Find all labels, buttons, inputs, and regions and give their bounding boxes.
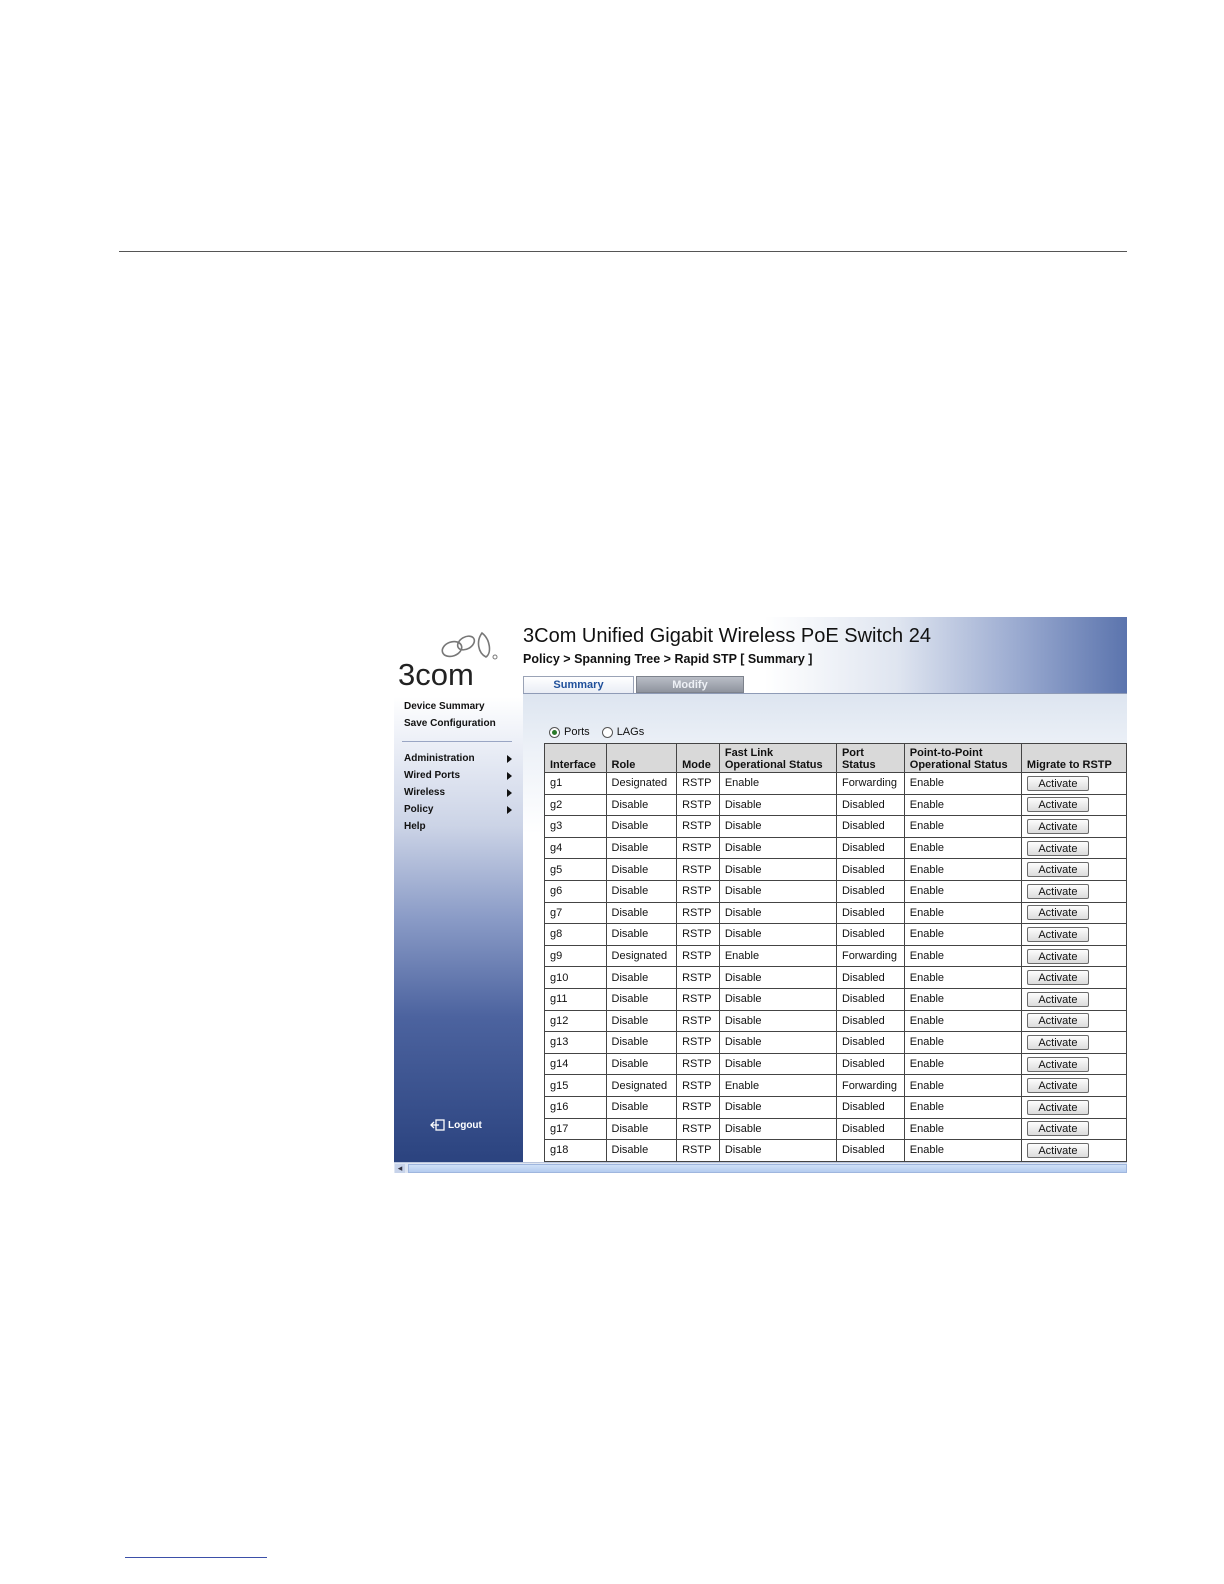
table-row [545, 880, 1127, 902]
cell-point-to-point-status: Enable [904, 1032, 1021, 1054]
cell-mode: RSTP [677, 1075, 720, 1097]
lags-radio[interactable] [602, 727, 613, 738]
sidebar-item-wired-ports[interactable] [404, 770, 512, 781]
activate-button[interactable]: Activate [1027, 1013, 1089, 1028]
logo-text: 3com [398, 657, 474, 692]
scrollbar-thumb[interactable] [408, 1164, 1127, 1173]
cell-mode: RSTP [677, 988, 720, 1010]
cell-interface: g17 [545, 1118, 607, 1140]
sidebar-item-policy[interactable] [404, 804, 512, 815]
table-row [545, 902, 1127, 924]
3com-logo-icon [396, 627, 506, 692]
triangle-right-icon [507, 789, 512, 797]
table-row [545, 1096, 1127, 1118]
cell-mode: RSTP [677, 1010, 720, 1032]
table-header-row [545, 744, 1127, 773]
cell-point-to-point-status: Enable [904, 1053, 1021, 1075]
sidebar-item-label: Wired Ports [404, 770, 461, 781]
cell-mode: RSTP [677, 902, 720, 924]
table-row [545, 1010, 1127, 1032]
cell-fast-link-status: Disable [719, 1140, 836, 1162]
cell-interface: g3 [545, 816, 607, 838]
cell-migrate [1021, 816, 1126, 838]
cell-point-to-point-status: Enable [904, 1096, 1021, 1118]
cell-interface: g6 [545, 880, 607, 902]
cell-role: Disable [606, 902, 677, 924]
cell-mode: RSTP [677, 924, 720, 946]
cell-interface: g10 [545, 967, 607, 989]
activate-button[interactable]: Activate [1027, 841, 1089, 856]
cell-role: Disable [606, 988, 677, 1010]
cell-point-to-point-status: Enable [904, 945, 1021, 967]
cell-interface: g8 [545, 924, 607, 946]
cell-port-status: Disabled [836, 816, 904, 838]
cell-fast-link-status: Disable [719, 924, 836, 946]
cell-port-status: Disabled [836, 1118, 904, 1140]
activate-button[interactable]: Activate [1027, 776, 1089, 791]
activate-button[interactable]: Activate [1027, 1035, 1089, 1050]
cell-fast-link-status: Disable [719, 794, 836, 816]
cell-role: Disable [606, 1032, 677, 1054]
cell-mode: RSTP [677, 773, 720, 795]
column-header-interface: Interface [545, 744, 607, 773]
breadcrumb: Policy > Spanning Tree > Rapid STP [ Summary ] [523, 652, 813, 666]
cell-point-to-point-status: Enable [904, 1010, 1021, 1032]
cell-mode: RSTP [677, 1118, 720, 1140]
cell-interface: g7 [545, 902, 607, 924]
cell-fast-link-status: Disable [719, 1096, 836, 1118]
cell-migrate [1021, 880, 1126, 902]
cell-mode: RSTP [677, 859, 720, 881]
sidebar-item-label: Help [404, 821, 426, 832]
table-row [545, 1118, 1127, 1140]
lags-radio-label: LAGs [616, 726, 645, 738]
cell-migrate [1021, 1096, 1126, 1118]
ports-radio-label: Ports [564, 726, 590, 738]
cell-role: Disable [606, 1053, 677, 1075]
sidebar-item-label: Policy [404, 804, 434, 815]
activate-button[interactable]: Activate [1027, 1078, 1089, 1093]
triangle-right-icon [507, 772, 512, 780]
cell-migrate [1021, 837, 1126, 859]
cell-mode: RSTP [677, 837, 720, 859]
activate-button[interactable]: Activate [1027, 1057, 1089, 1072]
rstp-summary-table [544, 743, 1127, 1162]
table-row [545, 967, 1127, 989]
cell-role: Disable [606, 794, 677, 816]
triangle-right-icon [507, 755, 512, 763]
cell-point-to-point-status: Enable [904, 837, 1021, 859]
cell-role: Disable [606, 967, 677, 989]
cell-migrate [1021, 859, 1126, 881]
main-content [523, 693, 1127, 1163]
page-top-rule [119, 251, 1127, 252]
cell-fast-link-status: Disable [719, 1010, 836, 1032]
cell-fast-link-status: Disable [719, 859, 836, 881]
activate-button[interactable]: Activate [1027, 884, 1089, 899]
column-header-port-status: Port Status [836, 744, 904, 773]
logout-icon [430, 1119, 446, 1131]
cell-point-to-point-status: Enable [904, 773, 1021, 795]
interface-type-filter [549, 726, 644, 738]
column-header-point-to-point: Point-to-Point Operational Status [904, 744, 1021, 773]
sidebar-item-label: Administration [404, 753, 475, 764]
footer-rule [125, 1557, 267, 1558]
table-row [545, 945, 1127, 967]
cell-port-status: Disabled [836, 880, 904, 902]
cell-point-to-point-status: Enable [904, 902, 1021, 924]
tab-modify[interactable]: Modify [636, 676, 744, 693]
table-row [545, 1075, 1127, 1097]
ports-radio[interactable] [549, 727, 560, 738]
table-row [545, 773, 1127, 795]
cell-interface: g18 [545, 1140, 607, 1162]
cell-fast-link-status: Disable [719, 1053, 836, 1075]
sidebar-item-wireless[interactable] [404, 787, 512, 798]
cell-point-to-point-status: Enable [904, 1140, 1021, 1162]
cell-fast-link-status: Disable [719, 1032, 836, 1054]
table-row [545, 816, 1127, 838]
activate-button[interactable]: Activate [1027, 970, 1089, 985]
table-row [545, 1053, 1127, 1075]
sidebar [394, 617, 523, 1162]
activate-button[interactable]: Activate [1027, 949, 1089, 964]
logout-button[interactable] [430, 1119, 482, 1131]
cell-mode: RSTP [677, 794, 720, 816]
cell-fast-link-status: Disable [719, 880, 836, 902]
table-row [545, 988, 1127, 1010]
cell-point-to-point-status: Enable [904, 794, 1021, 816]
cell-interface: g5 [545, 859, 607, 881]
cell-interface: g9 [545, 945, 607, 967]
logout-label: Logout [448, 1119, 482, 1131]
cell-migrate [1021, 988, 1126, 1010]
cell-port-status: Disabled [836, 902, 904, 924]
cell-port-status: Disabled [836, 1096, 904, 1118]
cell-point-to-point-status: Enable [904, 1118, 1021, 1140]
cell-point-to-point-status: Enable [904, 859, 1021, 881]
switch-web-ui [394, 617, 1127, 1173]
cell-interface: g2 [545, 794, 607, 816]
cell-role: Designated [606, 773, 677, 795]
activate-button[interactable]: Activate [1027, 862, 1089, 877]
cell-mode: RSTP [677, 1053, 720, 1075]
cell-migrate [1021, 1053, 1126, 1075]
cell-migrate [1021, 1118, 1126, 1140]
cell-migrate [1021, 794, 1126, 816]
save-configuration-link[interactable]: Save Configuration [404, 718, 496, 729]
activate-button[interactable]: Activate [1027, 927, 1089, 942]
cell-role: Disable [606, 1140, 677, 1162]
cell-port-status: Disabled [836, 1032, 904, 1054]
cell-port-status: Disabled [836, 1140, 904, 1162]
cell-point-to-point-status: Enable [904, 880, 1021, 902]
device-summary-link[interactable]: Device Summary [404, 701, 485, 712]
cell-port-status: Disabled [836, 924, 904, 946]
table-row [545, 837, 1127, 859]
activate-button[interactable]: Activate [1027, 1143, 1089, 1158]
sidebar-item-administration[interactable] [404, 753, 512, 764]
cell-role: Disable [606, 837, 677, 859]
cell-fast-link-status: Disable [719, 837, 836, 859]
cell-port-status: Disabled [836, 794, 904, 816]
activate-button[interactable]: Activate [1027, 797, 1089, 812]
cell-point-to-point-status: Enable [904, 988, 1021, 1010]
activate-button[interactable]: Activate [1027, 1121, 1089, 1136]
cell-mode: RSTP [677, 967, 720, 989]
cell-fast-link-status: Disable [719, 902, 836, 924]
table-row [545, 1032, 1127, 1054]
cell-fast-link-status: Enable [719, 773, 836, 795]
cell-role: Disable [606, 880, 677, 902]
column-header-migrate: Migrate to RSTP [1021, 744, 1126, 773]
cell-fast-link-status: Disable [719, 816, 836, 838]
column-header-fast-link: Fast Link Operational Status [719, 744, 836, 773]
cell-migrate [1021, 902, 1126, 924]
cell-migrate [1021, 1140, 1126, 1162]
cell-role: Disable [606, 1118, 677, 1140]
cell-interface: g13 [545, 1032, 607, 1054]
cell-fast-link-status: Enable [719, 1075, 836, 1097]
cell-migrate [1021, 1075, 1126, 1097]
cell-port-status: Disabled [836, 1010, 904, 1032]
scroll-left-arrow-icon[interactable]: ◂ [395, 1164, 405, 1173]
cell-role: Disable [606, 859, 677, 881]
activate-button[interactable]: Activate [1027, 1100, 1089, 1115]
cell-port-status: Disabled [836, 859, 904, 881]
cell-port-status: Forwarding [836, 773, 904, 795]
tab-summary[interactable]: Summary [523, 676, 634, 693]
cell-mode: RSTP [677, 816, 720, 838]
cell-fast-link-status: Enable [719, 945, 836, 967]
cell-interface: g16 [545, 1096, 607, 1118]
cell-migrate [1021, 924, 1126, 946]
cell-fast-link-status: Disable [719, 988, 836, 1010]
cell-interface: g11 [545, 988, 607, 1010]
cell-role: Disable [606, 924, 677, 946]
cell-point-to-point-status: Enable [904, 924, 1021, 946]
column-header-mode: Mode [677, 744, 720, 773]
cell-mode: RSTP [677, 1096, 720, 1118]
cell-migrate [1021, 1010, 1126, 1032]
activate-button[interactable]: Activate [1027, 819, 1089, 834]
cell-mode: RSTP [677, 945, 720, 967]
cell-role: Disable [606, 1096, 677, 1118]
cell-role: Disable [606, 1010, 677, 1032]
cell-interface: g4 [545, 837, 607, 859]
sidebar-divider [402, 741, 512, 742]
activate-button[interactable]: Activate [1027, 905, 1089, 920]
cell-port-status: Disabled [836, 967, 904, 989]
column-header-role: Role [606, 744, 677, 773]
cell-point-to-point-status: Enable [904, 816, 1021, 838]
cell-point-to-point-status: Enable [904, 967, 1021, 989]
page-header [523, 617, 1127, 693]
table-row [545, 859, 1127, 881]
cell-migrate [1021, 773, 1126, 795]
cell-port-status: Forwarding [836, 945, 904, 967]
cell-fast-link-status: Disable [719, 1118, 836, 1140]
cell-mode: RSTP [677, 1032, 720, 1054]
cell-migrate [1021, 967, 1126, 989]
cell-interface: g14 [545, 1053, 607, 1075]
horizontal-scrollbar[interactable] [394, 1162, 1127, 1173]
sidebar-item-help[interactable] [404, 821, 512, 832]
cell-fast-link-status: Disable [719, 967, 836, 989]
cell-port-status: Disabled [836, 837, 904, 859]
cell-role: Disable [606, 816, 677, 838]
app-title: 3Com Unified Gigabit Wireless PoE Switch 24 [523, 625, 931, 647]
cell-port-status: Forwarding [836, 1075, 904, 1097]
cell-mode: RSTP [677, 1140, 720, 1162]
table-row [545, 1140, 1127, 1162]
activate-button[interactable]: Activate [1027, 992, 1089, 1007]
triangle-right-icon [507, 806, 512, 814]
sidebar-item-label: Wireless [404, 787, 446, 798]
table-row [545, 924, 1127, 946]
cell-interface: g15 [545, 1075, 607, 1097]
cell-port-status: Disabled [836, 1053, 904, 1075]
cell-port-status: Disabled [836, 988, 904, 1010]
cell-role: Designated [606, 945, 677, 967]
cell-mode: RSTP [677, 880, 720, 902]
cell-migrate [1021, 1032, 1126, 1054]
cell-migrate [1021, 945, 1126, 967]
cell-role: Designated [606, 1075, 677, 1097]
cell-interface: g12 [545, 1010, 607, 1032]
cell-interface: g1 [545, 773, 607, 795]
table-row [545, 794, 1127, 816]
cell-point-to-point-status: Enable [904, 1075, 1021, 1097]
